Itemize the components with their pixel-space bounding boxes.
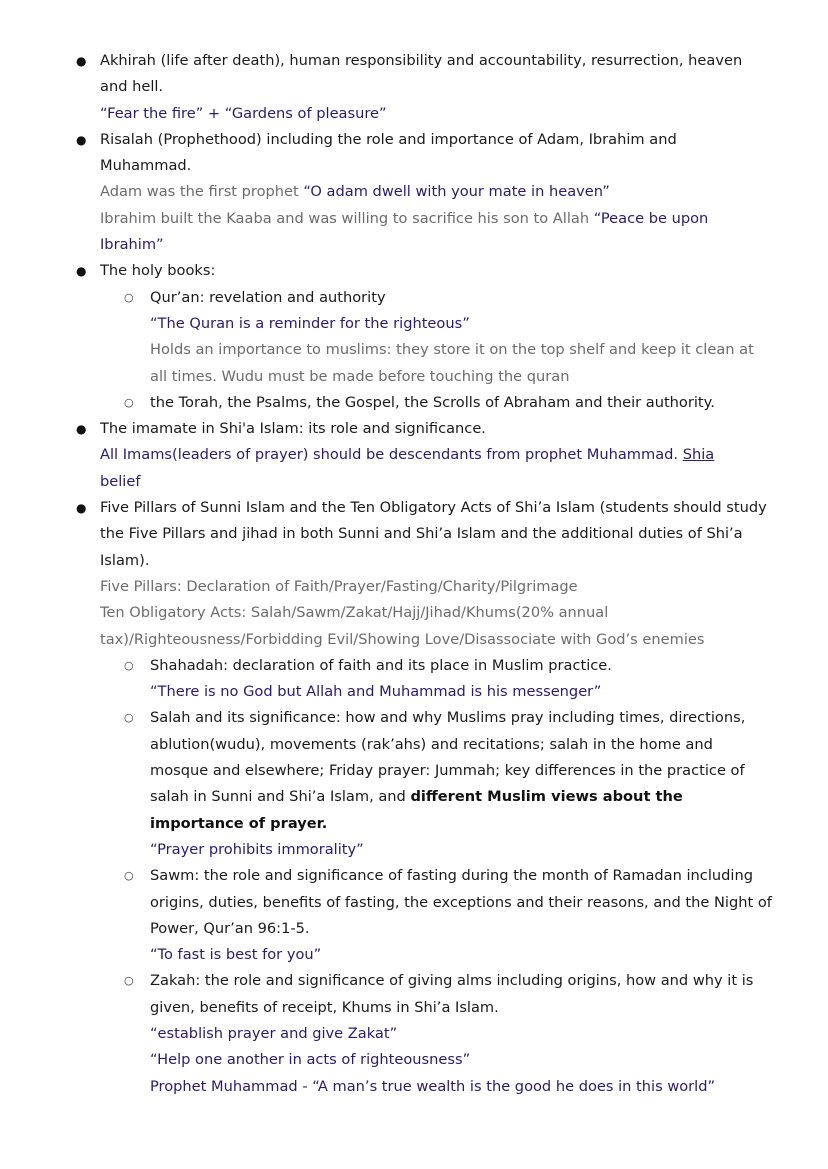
sub-item-heading: Sawm: the role and significance of fasting during the month of Ramadan including origins, duties, benefits of fasting, the exceptions and their reasons, and the Night of Power, Qur’an 96:1-5. [150,867,772,937]
sub-item-heading: the Torah, the Psalms, the Gospel, the Scrolls of Abraham and their authority. [150,393,715,411]
adam-quote: “O adam dwell with your mate in heaven” [303,183,610,201]
sub-bullet-icon: ○ [124,658,134,672]
item-heading: Akhirah (life after death), human responsibility and accountability, resurrection, heaven and hell. [100,52,743,96]
bullet-icon: ● [76,132,87,147]
item-heading: The holy books: [100,262,216,280]
ibrahim-note: Ibrahim built the Kaaba and was willing to sacrifice his son to Allah [100,209,590,227]
sub-item-zakah [100,968,772,1099]
imamate-note: All Imams(leaders of prayer) should be descendants from prophet Muhammad. [100,446,679,464]
sub-item-quote: “Prayer prohibits immorality” [150,840,364,858]
acts-note: Ten Obligatory Acts: Salah/Sawm/Zakat/Hajj/Jihad/Khums(20% annual tax)/Righteousness/Forbidding Evil/Showing Love/Disassociate with God’s enemies [100,604,705,648]
sub-item-note: Holds an importance to muslims: they store it on the top shelf and keep it clean at all times. Wudu must be made before touching the quran [150,341,754,385]
sub-item-quote: “To fast is best for you” [150,946,322,964]
ibrahim-quote: “Peace be upon Ibrahim” [100,209,709,254]
sub-item-other-books [100,390,772,416]
bullet-icon: ● [76,422,87,437]
sub-item-quote-3: Prophet Muhammad - “A man’s true wealth is the good he does in this world” [150,1077,716,1095]
sub-item-salah [100,705,772,863]
sub-bullet-icon: ○ [124,395,134,409]
sub-bullet-icon: ○ [124,711,134,725]
adam-note: Adam was the first prophet [100,183,299,201]
imamate-note-end: belief [100,472,141,490]
item-heading: The imamate in Shi'a Islam: its role and significance. [100,420,486,438]
sub-item-bold: different Muslim views about the importance of prayer. [150,788,683,832]
list-item-five-pillars [0,495,828,1100]
sub-item-heading: Qur’an: revelation and authority [150,288,386,306]
sub-item-heading-wrap [150,705,772,836]
pillars-note: Five Pillars: Declaration of Faith/Prayer/Fasting/Charity/Pilgrimage [100,577,578,595]
sub-bullet-icon: ○ [124,290,134,304]
item-heading: Five Pillars of Sunni Islam and the Ten Obligatory Acts of Shi’a Islam (students should study the Five Pillars and jihad in both Sunni and Shi’a Islam and the additional duties of Shi’a Islam). [100,499,767,569]
ibrahim-line [100,206,772,259]
shia-link[interactable]: Shia [682,446,715,464]
sub-item-heading: Salah and its significance: how and why Muslims pray including times, directions, ablution(wudu), movements (rak’ahs) and recitations; salah in the home and mosque and elsewhere; Friday prayer: Jummah; key differences in the practice of salah in Sunni and Shi’a Islam, and [150,709,746,806]
list-item-imamate [0,416,828,495]
list-item-akhirah [0,48,828,127]
sub-bullet-icon: ○ [124,974,134,988]
adam-line [100,179,772,205]
document-page [0,48,828,1100]
sub-item-quote: “There is no God but Allah and Muhammad is his messenger” [150,683,602,701]
sub-item-quote-2: “Help one another in acts of righteousness” [150,1051,471,1069]
sub-item-quran [100,285,772,390]
item-quote: “Fear the fire” + “Gardens of pleasure” [100,104,387,122]
sub-item-sawm [100,863,772,968]
sub-item-quote-1: “establish prayer and give Zakat” [150,1024,398,1042]
sub-item-shahadah [100,653,772,706]
sub-bullet-icon: ○ [124,869,134,883]
item-heading: Risalah (Prophethood) including the role and importance of Adam, Ibrahim and Muhammad. [100,130,677,175]
topic-list [0,48,828,1100]
sub-item-quote: “The Quran is a reminder for the righteous” [150,314,470,332]
sub-list [100,653,772,1100]
bullet-icon: ● [76,501,87,516]
list-item-holy-books [0,258,828,416]
sub-list [100,285,772,416]
bullet-icon: ● [76,54,87,68]
sub-item-heading: Shahadah: declaration of faith and its place in Muslim practice. [150,656,612,674]
list-item-risalah [0,127,828,258]
imamate-note-line [100,442,772,495]
sub-item-heading: Zakah: the role and significance of giving alms including origins, how and why it is given, benefits of receipt, Khums in Shi’a Islam. [150,972,754,1016]
bullet-icon: ● [76,264,87,279]
